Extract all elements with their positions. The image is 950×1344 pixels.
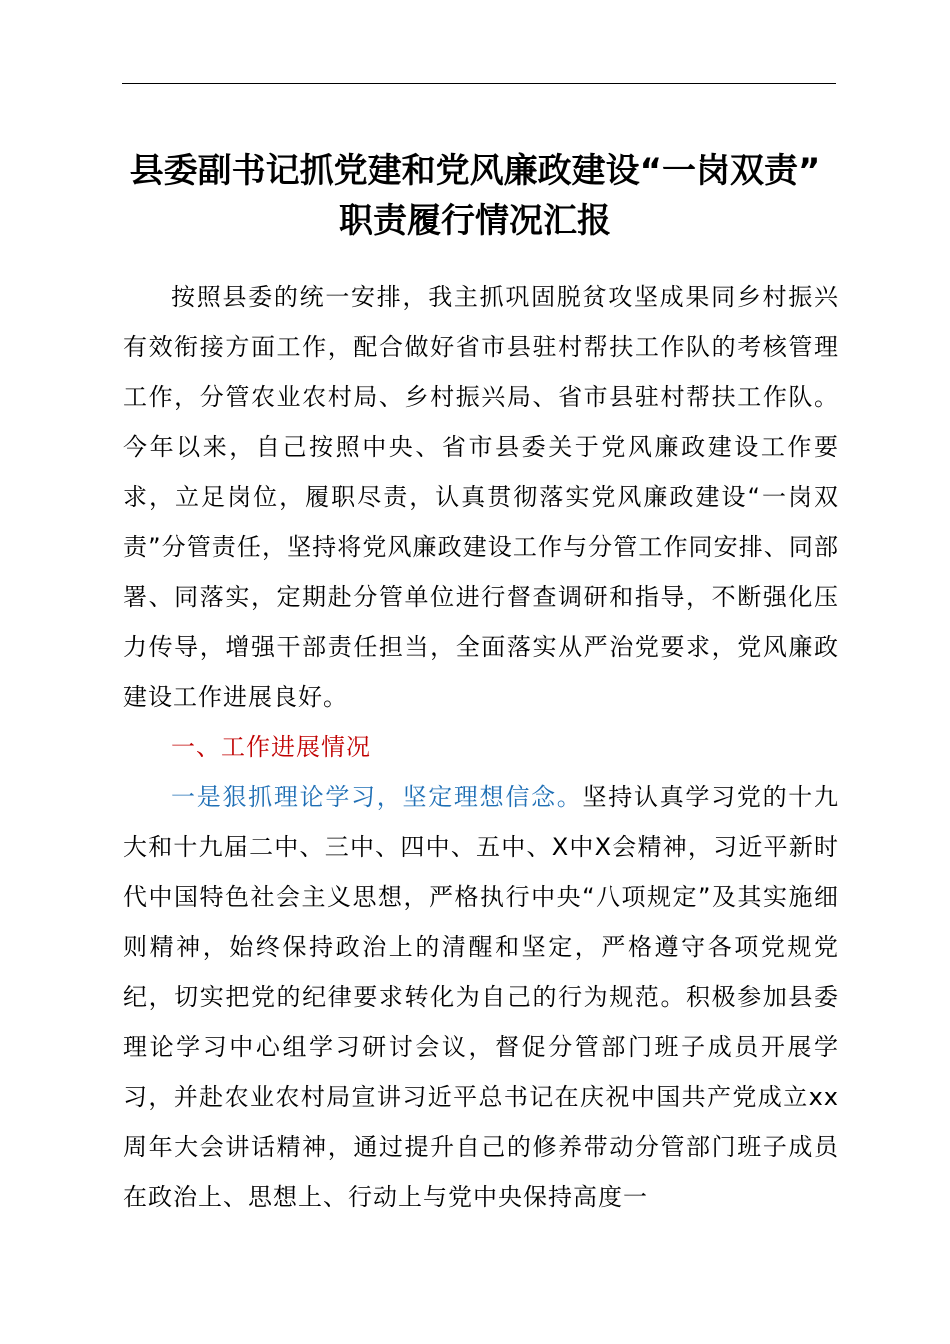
- item-paragraph-theory-study: [123, 772, 839, 1222]
- header-rule: [122, 83, 836, 84]
- title-line-1: 县委副书记抓党建和党风廉政建设“一岗双责”: [129, 151, 821, 191]
- item-lead-sentence: 一是狠抓理论学习，坚定理想信念。: [171, 783, 583, 811]
- section-heading-work-progress: 一、工作进展情况: [171, 733, 371, 761]
- item-body-text: 坚持认真学习党的十九大和十九届二中、三中、四中、五中、X中X会精神，习近平新时代中国特色社会主义思想，严格执行中央“八项规定”及其实施细则精神，始终保持政治上的清醒和坚定，严格遵守各项党规党纪，切实把党的纪律要求转化为自己的行为规范。积极参加县委理论学习中心组学习研讨会议，督促分管部门班子成员开展学习，并赴农业农村局宣讲习近平总书记在庆祝中国共产党成立xx周年大会讲话精神，通过提升自己的修养带动分管部门班子成员在政治上、思想上、行动上与党中央保持高度一: [123, 783, 840, 1211]
- title-line-2: 职责履行情况汇报: [339, 201, 611, 241]
- document-body: [123, 272, 839, 1222]
- intro-paragraph: 按照县委的统一安排，我主抓巩固脱贫攻坚成果同乡村振兴有效衔接方面工作，配合做好省市县驻村帮扶工作队的考核管理工作，分管农业农村局、乡村振兴局、省市县驻村帮扶工作队。今年以来，自己按照中央、省市县委关于党风廉政建设工作要求，立足岗位，履职尽责，认真贯彻落实党风廉政建设“一岗双责”分管责任，坚持将党风廉政建设工作与分管工作同安排、同部署、同落实，定期赴分管单位进行督查调研和指导，不断强化压力传导，增强干部责任担当，全面落实从严治党要求，党风廉政建设工作进展良好。: [123, 283, 839, 711]
- document-title: [100, 146, 850, 246]
